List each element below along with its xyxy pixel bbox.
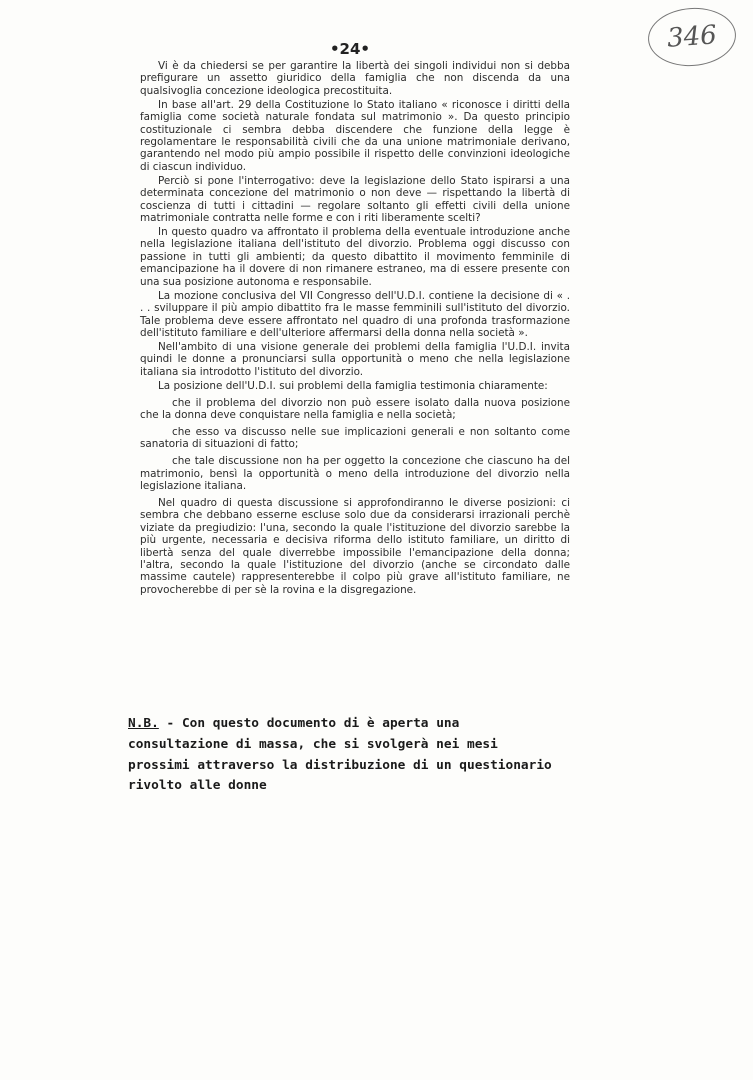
paragraph-4: In questo quadro va affrontato il problema della eventuale introduzione anche nella legislazione italiana dell'istituto del divorzio. Problema oggi discusso con passione in tutti gli ambienti; da questo dibattito il movimento femminile di emancipazione ha il dovere di non rimanere estraneo, ma di essere presente con una sua posizione autonoma e responsabile.	[140, 226, 570, 288]
paragraph-3: Perciò si pone l'interrogativo: deve la legislazione dello Stato ispirarsi a una determinata concezione del matrimonio o non deve — rispettando la libertà di coscienza di tutti i cittadini — regolare soltanto gli effetti civili della unione matrimoniale contratta nelle forme e con i riti liberamente scelti?	[140, 174, 570, 225]
page-number: •24•	[329, 40, 371, 58]
archive-number-stamp	[646, 5, 738, 69]
list-item-2: che esso va discusso nelle sue implicazioni generali e non soltanto come sanatoria di situazioni di fatto;	[140, 425, 570, 451]
paragraph-7: La posizione dell'U.D.I. sui problemi della famiglia testimonia chiaramente:	[158, 379, 548, 392]
nb-dash: -	[158, 716, 182, 731]
paragraph-final: Nel quadro di questa discussione si approfondiranno le diverse posizioni: ci sembra che debbano esserne escluse solo due da considerarsi irrazionali perchè viziate da pregiudizio: l'una, secondo la quale l'istituzione del divorzio sarebbe la più urgente, necessaria e decisiva riforma dello istituto familiare, un diritto di libertà senza del quale diverrebbe impossibile l'emancipazione della donna; l'altra, secondo la quale l'istituzione del divorzio (anche se circondato dalle massime cautele) rappresenterebbe il colpo più grave all'istituto familiare, ne provocherebbe di per sè la rovina e la disgregazione.	[140, 496, 570, 596]
nota-bene-block	[128, 714, 556, 797]
nb-label: N.B.	[128, 716, 159, 731]
paragraph-6: Nell'ambito di una visione generale dei problemi della famiglia l'U.D.I. invita quindi le donne a pronunciarsi sulla opportunità o meno che nella legislazione italiana sia introdotto l'istituto del divorzio.	[140, 340, 570, 378]
stamp-number: 346	[666, 20, 718, 54]
paragraph-5: La mozione conclusiva del VII Congresso dell'U.D.I. contiene la decisione di « . . . sviluppare il più ampio dibattito fra le masse femminili sull'istituto del divorzio. Tale problema deve essere affrontato nel quadro di una profonda trasformazione dell'istituto familiare e dell'ulteriore affermarsi della donna nella società ».	[140, 289, 570, 339]
paragraph-2: In base all'art. 29 della Costituzione lo Stato italiano « riconosce i diritti della famiglia come società naturale fondata sul matrimonio ». Da questo principio costituzionale ci sembra debba discendere che funzione della legge è regolamentare le responsabilità civili che da una unione matrimoniale derivano, garantendo nel modo più ampio possibile il rispetto delle convinzioni ideologiche di ciascun individuo.	[140, 98, 570, 173]
paragraph-1: Vi è da chiedersi se per garantire la libertà dei singoli individui non si debba prefigurare un assetto giuridico della famiglia che non discenda da una qualsivoglia concezione ideologica precostituita.	[140, 60, 570, 97]
nb-text: Con questo documento di è aperta una consultazione di massa, che si svolgerà nei mesi prossimi attraverso la distribuzione di un questionario rivolto alle donne	[128, 716, 552, 794]
list-item-3: che tale discussione non ha per oggetto la concezione che ciascuno ha del matrimonio, bensì la opportunità o meno della introduzione del divorzio nella legislazione italiana.	[140, 455, 570, 493]
list-item-1: che il problema del divorzio non può essere isolato dalla nuova posizione che la donna deve conquistare nella famiglia e nella società;	[140, 396, 570, 422]
body-text	[140, 60, 570, 598]
